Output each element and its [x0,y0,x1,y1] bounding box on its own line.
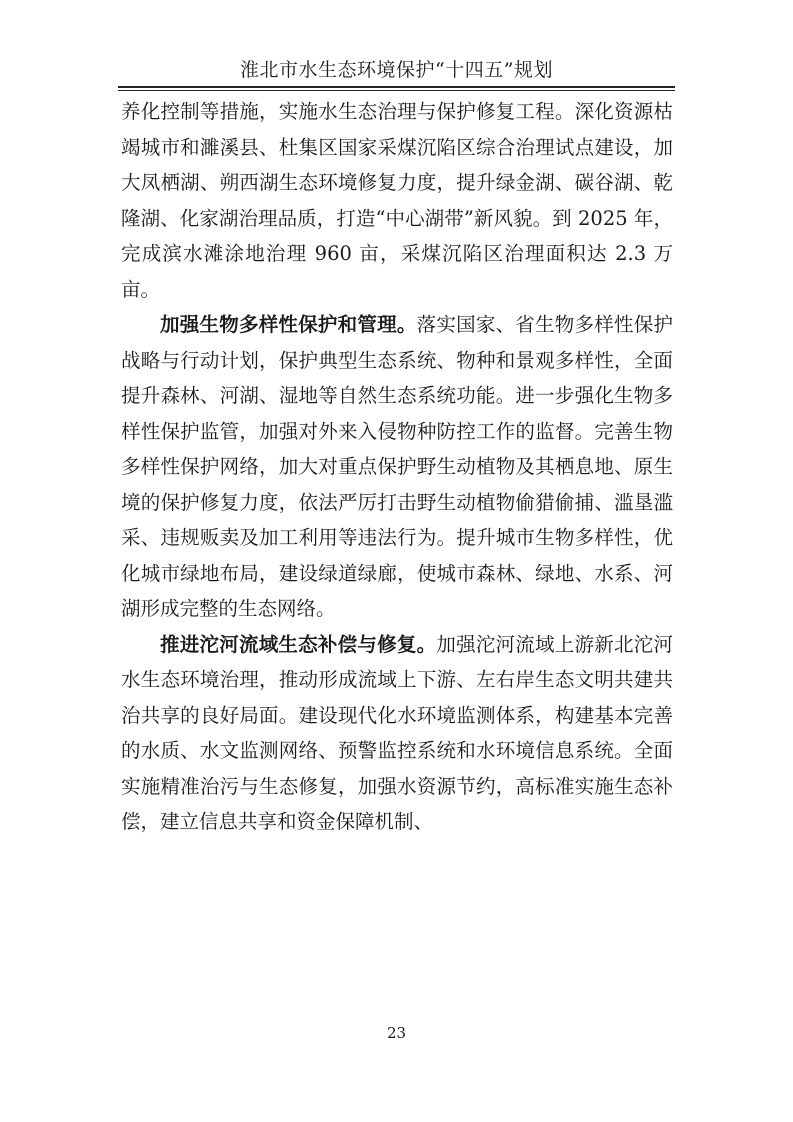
paragraph-tuohe-compensation [121,627,673,840]
paragraph-continued [121,94,673,307]
paragraph-text: 加强沱河流域上游新北沱河水生态环境治理，推动形成流域上下游、左右岸生态文明共建共治共享的良好局面。建设现代化水环境监测体系，构建基本完善的水质、水文监测网络、预警监控系统和水环境信息系统。全面实施精准治污与生态修复，加强水资源节约，高标准实施生态补偿，建立信息共享和资金保障机制、 [121,632,673,833]
page-number: 23 [386,1024,407,1042]
body-text [121,94,673,840]
paragraph-biodiversity [121,307,673,627]
paragraph-heading: 推进沱河流域生态补偿与修复。 [160,632,437,656]
paragraph-heading: 加强生物多样性保护和管理。 [160,313,417,336]
paragraph-text: 养化控制等措施，实施水生态治理与保护修复工程。深化资源枯竭城市和濉溪县、杜集区国家采煤沉陷区综合治理试点建设，加大凤栖湖、朔西湖生态环境修复力度，提升绿金湖、碳谷湖、乾隆湖、化家湖治理品质，打造“中心湖带”新风貌。到 2025 年，完成滨水滩涂地治理 960 亩，采煤沉陷区治理面积达 2.3 万亩。 [121,100,673,301]
running-header: 淮北市水生态环境保护“十四五”规划 [240,59,553,81]
paragraph-text: 落实国家、省生物多样性保护战略与行动计划，保护典型生态系统、物种和景观多样性，全面提升森林、河湖、湿地等自然生态系统功能。进一步强化生物多样性保护监管，加强对外来入侵物种防控工作的监督。完善生物多样性保护网络，加大对重点保护野生动植物及其栖息地、原生境的保护修复力度，依法严厉打击野生动植物偷猎偷捕、滥垦滥采、违规贩卖及加工利用等违法行为。提升城市生物多样性，优化城市绿地布局，建设绿道绿廊，使城市森林、绿地、水系、河湖形成完整的生态网络。 [121,313,673,620]
header-rule [118,86,675,88]
header-rule-thin [118,90,675,91]
